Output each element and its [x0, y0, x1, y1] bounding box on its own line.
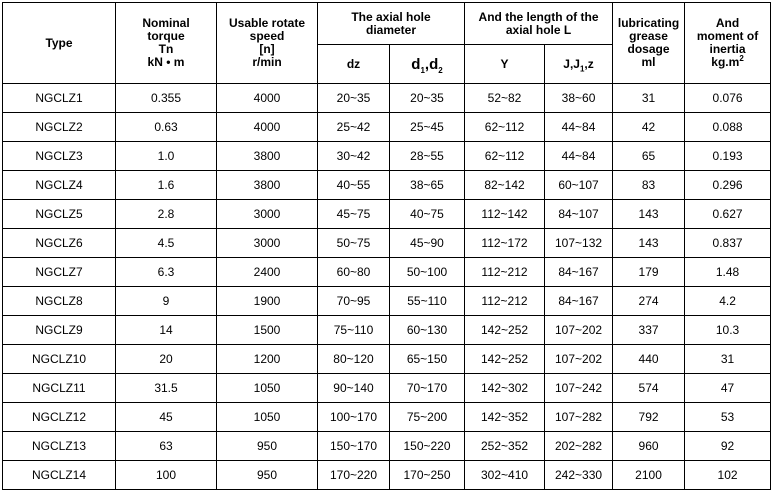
header-type: Type	[3, 3, 116, 84]
cell-moment-of-inertia: 4.2	[685, 287, 771, 316]
cell-rotate-speed: 1900	[217, 287, 318, 316]
cell-length-y: 82~142	[465, 171, 545, 200]
table-row	[3, 229, 771, 258]
table-row	[3, 171, 771, 200]
cell-length-j-j1-z: 107~242	[545, 374, 613, 403]
cell-diameter-d1-d2: 150~220	[390, 432, 465, 461]
cell-type: NGCLZ12	[3, 403, 116, 432]
cell-nominal-torque: 0.63	[116, 113, 217, 142]
subheader-d1-d2: $d_1,d_2$	[390, 45, 465, 84]
cell-moment-of-inertia: 0.076	[685, 84, 771, 113]
cell-length-y: 252~352	[465, 432, 545, 461]
cell-length-j-j1-z: 107~202	[545, 345, 613, 374]
cell-length-y: 62~112	[465, 142, 545, 171]
cell-rotate-speed: 1050	[217, 374, 318, 403]
cell-length-y: 142~252	[465, 345, 545, 374]
cell-type: NGCLZ7	[3, 258, 116, 287]
cell-rotate-speed: 3800	[217, 142, 318, 171]
cell-diameter-dz: 150~170	[318, 432, 390, 461]
cell-rotate-speed: 3800	[217, 171, 318, 200]
cell-nominal-torque: 9	[116, 287, 217, 316]
header-grease-dosage: lubricating grease dosage ml	[613, 3, 685, 84]
cell-type: NGCLZ9	[3, 316, 116, 345]
cell-diameter-dz: 25~42	[318, 113, 390, 142]
cell-nominal-torque: 100	[116, 461, 217, 490]
cell-diameter-dz: 70~95	[318, 287, 390, 316]
cell-moment-of-inertia: 102	[685, 461, 771, 490]
cell-grease-dosage: 179	[613, 258, 685, 287]
cell-length-j-j1-z: 84~107	[545, 200, 613, 229]
cell-diameter-d1-d2: 170~250	[390, 461, 465, 490]
cell-nominal-torque: 14	[116, 316, 217, 345]
cell-diameter-d1-d2: 65~150	[390, 345, 465, 374]
cell-type: NGCLZ13	[3, 432, 116, 461]
subheader-y: Y	[465, 45, 545, 84]
cell-type: NGCLZ10	[3, 345, 116, 374]
cell-diameter-dz: 90~140	[318, 374, 390, 403]
cell-moment-of-inertia: 1.48	[685, 258, 771, 287]
cell-grease-dosage: 143	[613, 200, 685, 229]
cell-rotate-speed: 1500	[217, 316, 318, 345]
cell-diameter-dz: 80~120	[318, 345, 390, 374]
cell-rotate-speed: 1050	[217, 403, 318, 432]
cell-length-j-j1-z: 242~330	[545, 461, 613, 490]
cell-type: NGCLZ2	[3, 113, 116, 142]
cell-diameter-dz: 100~170	[318, 403, 390, 432]
cell-diameter-dz: 60~80	[318, 258, 390, 287]
cell-moment-of-inertia: 0.088	[685, 113, 771, 142]
table-row	[3, 142, 771, 171]
cell-grease-dosage: 65	[613, 142, 685, 171]
table-row	[3, 345, 771, 374]
cell-type: NGCLZ6	[3, 229, 116, 258]
header-axial-hole-diameter: The axial hole diameter	[318, 3, 465, 45]
coupling-spec-table	[2, 2, 771, 490]
cell-grease-dosage: 792	[613, 403, 685, 432]
cell-nominal-torque: 31.5	[116, 374, 217, 403]
cell-moment-of-inertia: 10.3	[685, 316, 771, 345]
cell-length-y: 112~212	[465, 258, 545, 287]
cell-moment-of-inertia: 47	[685, 374, 771, 403]
cell-diameter-d1-d2: 70~170	[390, 374, 465, 403]
header-moment-of-inertia: And moment of inertia $kg.m^2$	[685, 3, 771, 84]
cell-diameter-dz: 45~75	[318, 200, 390, 229]
cell-nominal-torque: 4.5	[116, 229, 217, 258]
table-row	[3, 113, 771, 142]
cell-type: NGCLZ1	[3, 84, 116, 113]
cell-diameter-dz: 170~220	[318, 461, 390, 490]
cell-moment-of-inertia: 0.837	[685, 229, 771, 258]
cell-length-j-j1-z: 44~84	[545, 113, 613, 142]
cell-length-y: 142~352	[465, 403, 545, 432]
cell-type: NGCLZ4	[3, 171, 116, 200]
cell-diameter-d1-d2: 75~200	[390, 403, 465, 432]
cell-length-j-j1-z: 84~167	[545, 287, 613, 316]
cell-diameter-d1-d2: 45~90	[390, 229, 465, 258]
cell-length-j-j1-z: 107~282	[545, 403, 613, 432]
cell-nominal-torque: 1.0	[116, 142, 217, 171]
cell-length-j-j1-z: 107~132	[545, 229, 613, 258]
cell-grease-dosage: 440	[613, 345, 685, 374]
cell-grease-dosage: 2100	[613, 461, 685, 490]
table-row	[3, 374, 771, 403]
cell-length-j-j1-z: 202~282	[545, 432, 613, 461]
cell-nominal-torque: 1.6	[116, 171, 217, 200]
cell-diameter-d1-d2: 20~35	[390, 84, 465, 113]
cell-rotate-speed: 4000	[217, 113, 318, 142]
cell-length-y: 62~112	[465, 113, 545, 142]
cell-length-y: 142~252	[465, 316, 545, 345]
cell-moment-of-inertia: 53	[685, 403, 771, 432]
cell-grease-dosage: 337	[613, 316, 685, 345]
cell-moment-of-inertia: 0.296	[685, 171, 771, 200]
cell-diameter-dz: 75~110	[318, 316, 390, 345]
cell-type: NGCLZ5	[3, 200, 116, 229]
cell-rotate-speed: 3000	[217, 229, 318, 258]
cell-nominal-torque: 20	[116, 345, 217, 374]
header-rotate-speed: Usable rotate speed [n] r/min	[217, 3, 318, 84]
cell-rotate-speed: 950	[217, 432, 318, 461]
cell-diameter-dz: 30~42	[318, 142, 390, 171]
table-body	[3, 84, 771, 490]
header-axial-hole-length: And the length of the axial hole L	[465, 3, 613, 45]
cell-diameter-d1-d2: 40~75	[390, 200, 465, 229]
cell-diameter-dz: 40~55	[318, 171, 390, 200]
cell-length-j-j1-z: 38~60	[545, 84, 613, 113]
cell-nominal-torque: 6.3	[116, 258, 217, 287]
cell-rotate-speed: 2400	[217, 258, 318, 287]
table-row	[3, 84, 771, 113]
table-row	[3, 258, 771, 287]
cell-length-j-j1-z: 44~84	[545, 142, 613, 171]
subheader-dz: dz	[318, 45, 390, 84]
cell-length-y: 142~302	[465, 374, 545, 403]
cell-nominal-torque: 0.355	[116, 84, 217, 113]
cell-length-j-j1-z: 60~107	[545, 171, 613, 200]
cell-length-y: 112~212	[465, 287, 545, 316]
table-row	[3, 287, 771, 316]
cell-moment-of-inertia: 0.627	[685, 200, 771, 229]
cell-diameter-dz: 50~75	[318, 229, 390, 258]
cell-grease-dosage: 143	[613, 229, 685, 258]
table-row	[3, 403, 771, 432]
cell-diameter-dz: 20~35	[318, 84, 390, 113]
subheader-j-j1-z: $J,J_1,z$	[545, 45, 613, 84]
cell-nominal-torque: 2.8	[116, 200, 217, 229]
table-row	[3, 200, 771, 229]
cell-grease-dosage: 274	[613, 287, 685, 316]
cell-moment-of-inertia: 31	[685, 345, 771, 374]
cell-diameter-d1-d2: 38~65	[390, 171, 465, 200]
table-row	[3, 432, 771, 461]
cell-diameter-d1-d2: 25~45	[390, 113, 465, 142]
cell-type: NGCLZ8	[3, 287, 116, 316]
cell-type: NGCLZ3	[3, 142, 116, 171]
cell-type: NGCLZ11	[3, 374, 116, 403]
cell-diameter-d1-d2: 50~100	[390, 258, 465, 287]
table-row	[3, 461, 771, 490]
cell-type: NGCLZ14	[3, 461, 116, 490]
cell-grease-dosage: 574	[613, 374, 685, 403]
cell-nominal-torque: 63	[116, 432, 217, 461]
cell-moment-of-inertia: 0.193	[685, 142, 771, 171]
cell-nominal-torque: 45	[116, 403, 217, 432]
cell-grease-dosage: 31	[613, 84, 685, 113]
cell-rotate-speed: 1200	[217, 345, 318, 374]
cell-diameter-d1-d2: 28~55	[390, 142, 465, 171]
cell-diameter-d1-d2: 60~130	[390, 316, 465, 345]
header-nominal-torque: Nominal torque Tn kN • m	[116, 3, 217, 84]
cell-diameter-d1-d2: 55~110	[390, 287, 465, 316]
cell-grease-dosage: 42	[613, 113, 685, 142]
cell-moment-of-inertia: 92	[685, 432, 771, 461]
cell-rotate-speed: 950	[217, 461, 318, 490]
cell-length-j-j1-z: 107~202	[545, 316, 613, 345]
cell-length-j-j1-z: 84~167	[545, 258, 613, 287]
cell-length-y: 52~82	[465, 84, 545, 113]
cell-grease-dosage: 960	[613, 432, 685, 461]
cell-grease-dosage: 83	[613, 171, 685, 200]
cell-rotate-speed: 3000	[217, 200, 318, 229]
cell-length-y: 112~172	[465, 229, 545, 258]
table-row	[3, 316, 771, 345]
cell-length-y: 112~142	[465, 200, 545, 229]
cell-length-y: 302~410	[465, 461, 545, 490]
cell-rotate-speed: 4000	[217, 84, 318, 113]
